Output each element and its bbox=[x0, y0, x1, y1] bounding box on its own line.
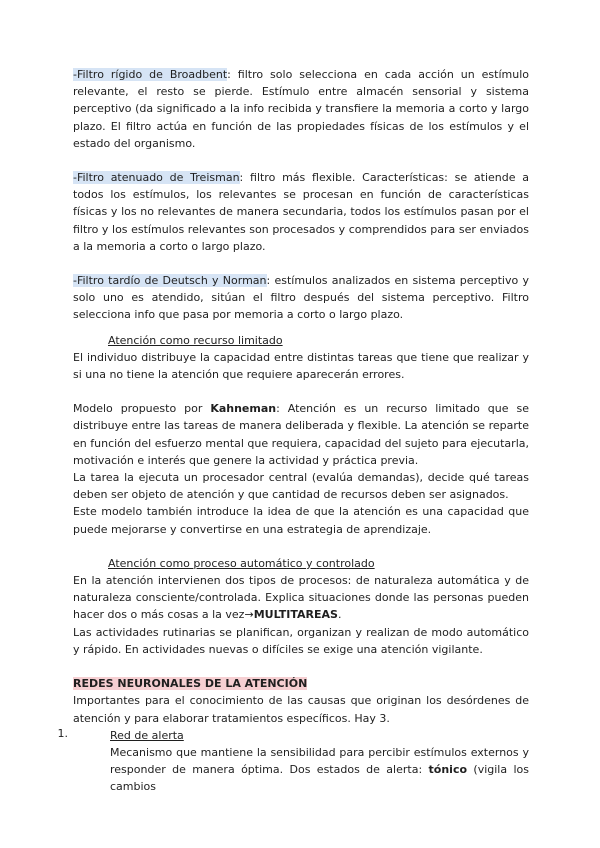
text-alerta-post: (vigila los cambios bbox=[110, 763, 529, 794]
list-item-label: Red de alerta bbox=[110, 728, 184, 742]
subheading-recurso-limitado: Atención como recurso limitado bbox=[108, 333, 283, 347]
highlight-broadbent: -Filtro rígido de Broadbent bbox=[73, 68, 228, 81]
paragraph-kahneman bbox=[73, 400, 529, 469]
text-deutsch-norman: : estímulos analizados en sistema perceptivo y solo uno es atendido, sitúan el filtro después del sistema perceptivo. Filtro selecciona info que pasa por memoria a corto o largo plazo. bbox=[73, 274, 529, 322]
list-item-red-alerta bbox=[57, 726, 529, 796]
text-procesos-post: . bbox=[337, 608, 342, 622]
paragraph-rutinarias: Las actividades rutinarias se planifican, organizan y realizan de modo automático y rápido. En actividades nuevas o difíciles se exige una atención vigilante. bbox=[73, 625, 529, 656]
highlight-redes: REDES NEURONALES DE LA ATENCIÓN bbox=[73, 677, 308, 691]
paragraph-treisman bbox=[73, 169, 529, 255]
document-page bbox=[57, 66, 529, 796]
list-number: 1. bbox=[57, 726, 68, 740]
bold-kahneman: Kahneman bbox=[210, 402, 277, 416]
paragraph-modelo: Este modelo también introduce la idea de que la atención es una capacidad que puede mejorarse y convertirse en una estrategia de aprendizaje. bbox=[73, 505, 529, 536]
heading-redes-neuronales bbox=[73, 675, 529, 692]
paragraph-deutsch-norman bbox=[73, 272, 529, 324]
list-item-text bbox=[110, 744, 529, 796]
bold-multitareas: MULTITAREAS bbox=[253, 608, 338, 622]
paragraph-broadbent bbox=[73, 66, 529, 152]
paragraph-procesos bbox=[73, 572, 529, 624]
highlight-treisman: -Filtro atenuado de Treisman bbox=[73, 171, 240, 185]
text-kahneman-post: : Atención es un recurso limitado que se distribuye entre las tareas de manera deliberada y flexible. La atención se reparte en función del esfuerzo mental que requiera, capacidad del sujeto para ejecutarla, motivación e interés que genere la actividad y práctica previa. bbox=[73, 402, 529, 467]
text-alerta-pre: Mecanismo que mantiene la sensibilidad para percibir estímulos externos y responder de manera óptima. Dos estados de alerta: bbox=[110, 745, 529, 777]
paragraph-procesador: La tarea la ejecuta un procesador central (evalúa demandas), decide qué tareas deben ser objeto de atención y que cantidad de recursos deben ser asignados. bbox=[73, 471, 529, 502]
paragraph-redes-intro: Importantes para el conocimiento de las causas que originan los desórdenes de atención y para elaborar tratamientos específicos. Hay 3. bbox=[73, 694, 529, 725]
paragraph-recurso-1: El individuo distribuye la capacidad entre distintas tareas que tiene que realizar y si una no tiene la atención que requiere aparecerán errores. bbox=[73, 350, 529, 382]
text-kahneman-pre: Modelo propuesto por bbox=[73, 402, 211, 416]
bold-tonico: tónico bbox=[428, 763, 468, 777]
highlight-deutsch-norman: -Filtro tardío de Deutsch y Norman bbox=[73, 274, 267, 288]
numbered-list bbox=[57, 726, 529, 796]
text-treisman: : filtro más flexible. Características: se atiende a todos los estímulos, los relevantes se procesan en función de características físicas y los no relevantes de manera secundaria, todos los estímulos pasan por el filtro y los estímulos relevantes son procesados y comprendidos para ser enviados a la memoria a corto o largo plazo. bbox=[73, 171, 529, 253]
text-broadbent: : filtro solo selecciona en cada acción un estímulo relevante, el resto se pierde. Estímulo entre almacén sensorial y sistema perceptivo (da significado a la info recibida y transfiere la memoria a corto y largo plazo. El filtro actúa en función de las propiedades físicas de los estímulos y el estado del organismo. bbox=[73, 68, 529, 150]
subheading-automatico-controlado: Atención como proceso automático y controlado bbox=[108, 556, 375, 570]
text-procesos-pre: En la atención intervienen dos tipos de procesos: de naturaleza automática y de naturaleza consciente/controlada. Explica situaciones donde las personas pueden hacer dos o más cosas a la vez→ bbox=[73, 574, 529, 622]
